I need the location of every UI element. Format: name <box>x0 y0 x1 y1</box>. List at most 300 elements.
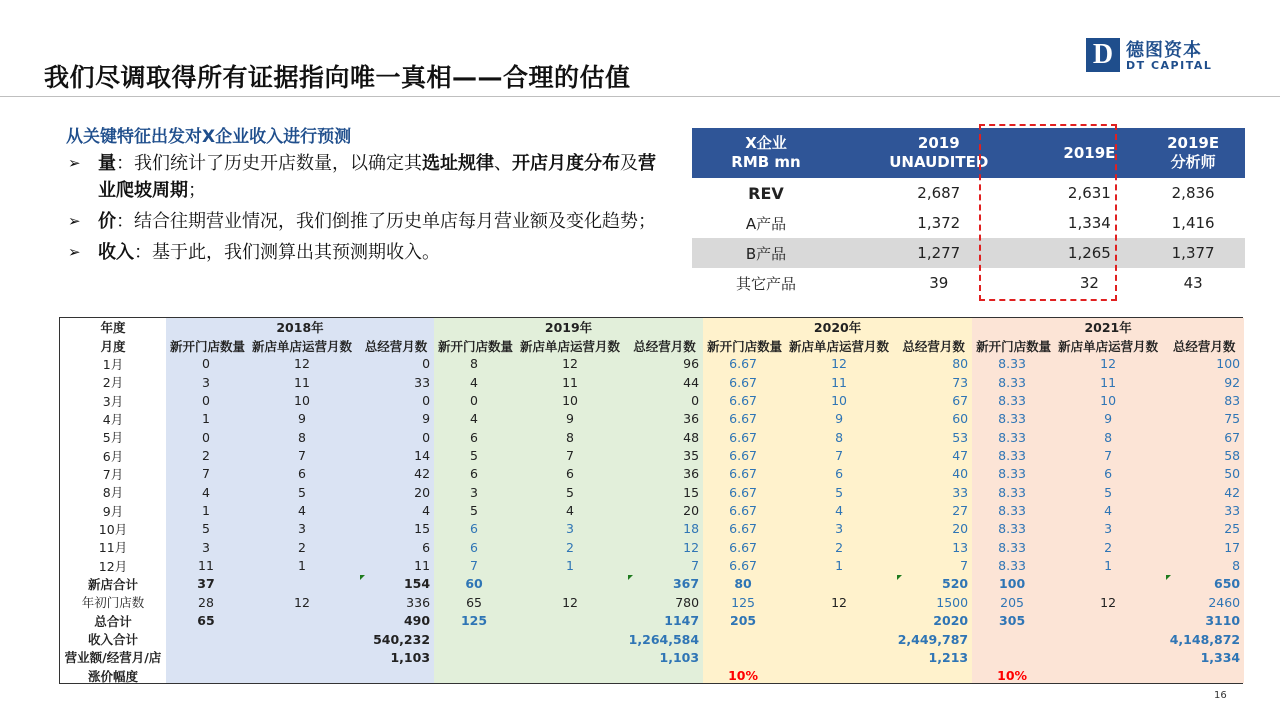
data-cell: 27 <box>952 503 969 519</box>
logo-english-name: DT CAPITAL <box>1126 59 1213 72</box>
month-label: 12月 <box>98 558 128 574</box>
summary-cell <box>166 667 246 685</box>
summary-cell: 520 <box>895 575 972 593</box>
data-cell: 8.33 <box>998 448 1027 464</box>
data-cell: 20 <box>683 503 700 519</box>
data-cell: 8 <box>835 429 844 445</box>
data-cell: 4 <box>202 484 210 500</box>
month-row <box>60 465 1244 483</box>
column-header: 总经营月数 <box>902 338 965 354</box>
page-title: 我们尽调取得所有证据指向唯一真相——合理的估值 <box>44 63 631 92</box>
summary-cell: 205 <box>1000 594 1025 610</box>
opening-stores-row <box>60 593 1244 611</box>
data-cell: 6.67 <box>729 411 757 427</box>
data-cell: 20 <box>952 521 969 537</box>
data-cell: 7 <box>298 448 306 464</box>
empty-cell <box>358 667 434 685</box>
summary-cell: 540,232 <box>373 631 431 647</box>
data-cell: 6 <box>470 521 478 537</box>
data-cell: 11 <box>198 558 214 574</box>
rev-cell: 2,836 <box>1171 184 1215 202</box>
data-cell: 3 <box>470 484 478 500</box>
summary-cell: 1,334 <box>1200 649 1241 665</box>
rev-row-label: A产品 <box>745 214 787 233</box>
data-cell: 1 <box>298 558 306 574</box>
data-cell: 12 <box>683 539 700 555</box>
summary-cell: 1,103 <box>659 649 700 665</box>
month-label: 月度 <box>100 338 126 354</box>
data-cell: 6.67 <box>729 521 757 537</box>
summary-cell: 60 <box>465 576 483 592</box>
data-cell: 6 <box>470 539 478 555</box>
rev-cell: 43 <box>1183 274 1203 292</box>
data-cell: 40 <box>952 466 969 482</box>
month-row <box>60 428 1244 446</box>
data-cell: 1 <box>202 411 210 427</box>
row-label: 涨价幅度 <box>87 668 138 684</box>
data-cell: 15 <box>683 484 700 500</box>
price-increase-row <box>60 667 1244 685</box>
month-label: 7月 <box>102 466 124 482</box>
bullet-volume <box>68 150 668 204</box>
data-cell: 4 <box>566 503 574 519</box>
bullet-emph: 营业爬坡周期 <box>98 153 656 201</box>
data-cell: 5 <box>470 448 478 464</box>
data-cell: 11 <box>831 374 848 390</box>
rev-row-b <box>692 238 1245 268</box>
data-cell: 1 <box>566 558 574 574</box>
data-cell: 6.67 <box>729 558 757 574</box>
empty-cell <box>514 630 626 648</box>
empty-cell <box>626 667 703 685</box>
logo-chinese-name: 德图资本 <box>1126 40 1202 61</box>
data-cell: 67 <box>952 393 969 409</box>
rev-cell: 1,277 <box>840 238 1038 268</box>
data-cell: 33 <box>952 484 969 500</box>
empty-cell <box>703 648 783 666</box>
summary-cell: 28 <box>198 594 214 610</box>
month-label: 3月 <box>102 393 124 409</box>
arrow-bullet-icon: ➢ <box>68 212 81 230</box>
month-row <box>60 556 1244 574</box>
data-cell: 6 <box>470 429 478 445</box>
data-cell: 6.67 <box>729 503 757 519</box>
data-cell: 58 <box>1224 448 1241 464</box>
data-cell: 100 <box>1216 356 1241 372</box>
data-cell: 20 <box>414 484 431 500</box>
rev-row-total <box>692 178 1245 208</box>
data-cell: 10 <box>562 393 578 409</box>
data-cell: 3 <box>1104 521 1113 537</box>
data-cell: 7 <box>1104 448 1113 464</box>
empty-cell <box>514 575 626 593</box>
column-header: 新开门店数量 <box>707 338 783 354</box>
data-cell: 44 <box>683 374 700 390</box>
logo-mark: D <box>1086 38 1120 72</box>
data-cell: 1 <box>202 503 210 519</box>
summary-cell: 1,213 <box>928 649 969 665</box>
summary-cell: 780 <box>675 594 700 610</box>
data-cell: 80 <box>952 356 969 372</box>
data-cell: 13 <box>952 539 969 555</box>
empty-cell <box>514 612 626 630</box>
data-cell: 5 <box>202 521 210 537</box>
summary-cell: 2460 <box>1208 594 1241 610</box>
column-header: 新店单店运营月数 <box>520 338 621 354</box>
data-cell: 4 <box>470 411 478 427</box>
data-cell: 2 <box>566 539 574 555</box>
bullet-emph: 选址规律 <box>422 153 494 174</box>
data-cell: 3 <box>202 539 210 555</box>
data-cell: 17 <box>1224 539 1241 555</box>
data-cell: 8.33 <box>998 411 1027 427</box>
data-cell: 3 <box>566 521 574 537</box>
data-cell: 10 <box>294 393 310 409</box>
empty-cell <box>1052 667 1164 685</box>
column-header: 总经营月数 <box>633 338 696 354</box>
highlight-2019e-box <box>979 124 1117 301</box>
summary-cell: 305 <box>999 613 1026 629</box>
summary-cell: 205 <box>730 613 757 629</box>
data-cell: 2 <box>202 448 210 464</box>
data-cell: 47 <box>952 448 969 464</box>
rev-row-label: B产品 <box>692 238 840 268</box>
data-cell: 14 <box>414 448 431 464</box>
summary-cell: 4,148,872 <box>1169 631 1241 647</box>
data-cell: 0 <box>470 393 478 409</box>
data-cell: 36 <box>683 411 700 427</box>
empty-cell <box>434 648 514 666</box>
data-cell: 8.33 <box>998 356 1027 372</box>
bullet-text: 及 <box>620 153 638 174</box>
year-header: 2018年 <box>276 320 324 336</box>
empty-cell <box>783 612 895 630</box>
month-label: 9月 <box>102 503 124 519</box>
summary-cell: 1500 <box>936 594 969 610</box>
rev-cell: 1,334 <box>1067 214 1111 232</box>
empty-cell <box>1052 630 1164 648</box>
data-cell: 35 <box>683 448 700 464</box>
bullet-price <box>68 208 668 235</box>
data-cell: 8.33 <box>998 466 1027 482</box>
summary-cell: 2020 <box>933 613 969 629</box>
data-cell: 10 <box>1100 393 1117 409</box>
empty-cell <box>783 648 895 666</box>
data-cell: 8 <box>298 429 306 445</box>
year-header: 2019年 <box>544 320 593 336</box>
data-cell: 8.33 <box>998 503 1027 519</box>
summary-cell: 65 <box>466 594 482 610</box>
data-cell: 36 <box>683 466 700 482</box>
summary-cell: 490 <box>403 613 431 629</box>
summary-cell: 80 <box>734 576 752 592</box>
data-cell: 7 <box>960 558 969 574</box>
data-cell: 12 <box>294 356 310 372</box>
rev-cell: 1,372 <box>917 214 961 232</box>
empty-cell <box>783 667 895 685</box>
data-cell: 2 <box>835 539 844 555</box>
store-revenue-model-table <box>59 317 1243 684</box>
month-row <box>60 373 1244 391</box>
data-cell: 6.67 <box>729 429 757 445</box>
column-header: 总经营月数 <box>1172 338 1236 354</box>
model-grid <box>60 318 1244 685</box>
summary-cell: 37 <box>197 576 215 592</box>
data-cell: 96 <box>683 356 700 372</box>
data-cell: 8.33 <box>998 484 1027 500</box>
data-cell: 1 <box>1104 558 1113 574</box>
empty-cell <box>514 667 626 685</box>
data-cell: 2 <box>298 539 306 555</box>
rev-cell: 1,416 <box>1171 214 1215 232</box>
month-row <box>60 410 1244 428</box>
empty-cell <box>1164 667 1244 685</box>
data-cell: 42 <box>1224 484 1241 500</box>
data-cell: 6.67 <box>729 539 757 555</box>
month-row <box>60 520 1244 538</box>
empty-cell <box>246 648 358 666</box>
rev-cell: 1,377 <box>1141 238 1245 268</box>
data-cell: 8.33 <box>998 558 1027 574</box>
data-cell: 6.67 <box>729 374 757 390</box>
bullet-text: ：基于此，我们测算出其预测期收入。 <box>134 242 440 263</box>
summary-cell: 336 <box>406 594 431 610</box>
rev-row-label: REV <box>748 183 784 203</box>
title-divider <box>0 96 1280 97</box>
data-cell: 6 <box>298 466 306 482</box>
data-cell: 75 <box>1224 411 1241 427</box>
data-cell: 6.67 <box>729 466 757 482</box>
data-cell: 5 <box>470 503 478 519</box>
month-label: 8月 <box>102 485 124 501</box>
data-cell: 6 <box>422 539 431 555</box>
data-cell: 0 <box>422 429 431 445</box>
data-cell: 6 <box>1104 466 1113 482</box>
data-cell: 8.33 <box>998 393 1027 409</box>
month-label: 2月 <box>102 375 124 391</box>
empty-cell <box>434 630 514 648</box>
column-header: 总经营月数 <box>364 338 428 354</box>
month-row <box>60 538 1244 556</box>
data-cell: 9 <box>566 411 574 427</box>
data-cell: 10 <box>831 393 848 409</box>
row-label: 总合计 <box>94 613 132 629</box>
rev-row-label: 其它产品 <box>735 274 796 293</box>
data-cell: 2 <box>1104 539 1113 555</box>
rev-cell: 1,265 <box>1038 238 1142 268</box>
year-header-row <box>60 318 1244 336</box>
month-label: 5月 <box>102 430 124 446</box>
bullet-key: 收入 <box>98 242 134 263</box>
data-cell: 7 <box>835 448 844 464</box>
month-label: 11月 <box>98 540 128 556</box>
summary-cell: 367 <box>626 575 703 593</box>
rev-header-2019e-analyst: 2019E 分析师 <box>1141 128 1245 178</box>
summary-cell: 125 <box>731 594 755 610</box>
data-cell: 83 <box>1224 393 1241 409</box>
data-cell: 0 <box>202 356 210 372</box>
data-cell: 33 <box>414 374 431 390</box>
empty-cell <box>246 575 358 593</box>
data-cell: 0 <box>202 429 210 445</box>
month-row <box>60 391 1244 409</box>
data-cell: 7 <box>566 448 574 464</box>
data-cell: 12 <box>1100 356 1117 372</box>
summary-cell: 650 <box>1164 575 1244 593</box>
empty-cell <box>703 630 783 648</box>
data-cell: 11 <box>1100 374 1117 390</box>
data-cell: 9 <box>422 411 431 427</box>
bullet-key: 价 <box>98 211 116 232</box>
empty-cell <box>166 648 246 666</box>
section-subtitle: 从关键特征出发对X企业收入进行预测 <box>66 127 352 147</box>
row-label: 年初门店数 <box>81 595 145 611</box>
summary-cell: 12 <box>562 594 578 610</box>
column-header: 新店单店运营月数 <box>251 338 352 354</box>
rev-header-company: X企业 RMB mn <box>692 128 840 178</box>
data-cell: 6.67 <box>729 484 757 500</box>
empty-cell <box>246 667 358 685</box>
data-cell: 11 <box>294 374 310 390</box>
year-header: 2021年 <box>1084 320 1132 336</box>
data-cell: 4 <box>298 503 306 519</box>
summary-cell: 125 <box>460 613 488 629</box>
summary-cell <box>434 667 514 685</box>
rev-cell: 2,687 <box>917 184 961 202</box>
data-cell: 12 <box>831 356 848 372</box>
data-cell: 60 <box>952 411 969 427</box>
bullet-text: ； <box>188 180 206 201</box>
bullet-text: ：我们统计了历史开店数量，以确定其 <box>116 153 422 174</box>
empty-cell <box>783 575 895 593</box>
column-header: 新店单店运营月数 <box>789 338 890 354</box>
empty-cell <box>972 630 1052 648</box>
data-cell: 6 <box>835 466 844 482</box>
month-row <box>60 501 1244 519</box>
data-cell: 0 <box>691 393 700 409</box>
column-header-row <box>60 336 1244 354</box>
month-label: 1月 <box>102 356 124 372</box>
summary-cell: 12 <box>294 594 310 610</box>
bullet-text: ：结合往期营业情况，我们倒推了历史单店每月营业额及变化趋势； <box>116 211 656 232</box>
data-cell: 9 <box>1104 411 1113 427</box>
summary-cell: 1,264,584 <box>628 631 700 647</box>
data-cell: 42 <box>414 466 431 482</box>
month-row <box>60 446 1244 464</box>
data-cell: 6 <box>566 466 574 482</box>
arrow-bullet-icon: ➢ <box>68 243 81 261</box>
data-cell: 1 <box>835 558 844 574</box>
month-label: 4月 <box>102 411 124 427</box>
column-header: 新店单店运营月数 <box>1058 338 1159 354</box>
data-cell: 4 <box>1104 503 1113 519</box>
data-cell: 4 <box>835 503 844 519</box>
empty-cell <box>246 630 358 648</box>
data-cell: 8.33 <box>998 521 1027 537</box>
data-cell: 25 <box>1224 521 1241 537</box>
rev-cell: 39 <box>929 274 949 292</box>
month-label: 6月 <box>102 448 124 464</box>
column-header: 新开门店数量 <box>438 338 514 354</box>
summary-cell: 154 <box>358 575 434 593</box>
data-cell: 7 <box>202 466 210 482</box>
data-cell: 53 <box>952 429 969 445</box>
rev-header-2019e: 2019E <box>1038 128 1142 178</box>
company-logo <box>1086 38 1226 74</box>
data-cell: 18 <box>683 521 700 537</box>
new-store-total-row <box>60 575 1244 593</box>
data-cell: 7 <box>691 558 700 574</box>
summary-cell: 100 <box>999 576 1026 592</box>
data-cell: 8 <box>1232 558 1241 574</box>
data-cell: 92 <box>1224 374 1241 390</box>
data-cell: 8.33 <box>998 429 1027 445</box>
data-cell: 0 <box>202 393 210 409</box>
empty-cell <box>783 630 895 648</box>
year-header: 2020年 <box>813 320 862 336</box>
summary-cell: 12 <box>831 594 848 610</box>
rev-cell: 2,631 <box>1067 184 1111 202</box>
summary-cell: 10% <box>728 668 759 684</box>
empty-cell <box>166 630 246 648</box>
data-cell: 15 <box>414 521 431 537</box>
summary-cell: 1,103 <box>390 649 431 665</box>
bullet-key: 量 <box>98 153 116 174</box>
empty-cell <box>895 667 972 685</box>
row-label: 营业额/经营月/店 <box>64 650 162 666</box>
data-cell: 5 <box>1104 484 1113 500</box>
data-cell: 50 <box>1224 466 1241 482</box>
arrow-bullet-icon: ➢ <box>68 154 81 172</box>
page-number: 16 <box>1214 690 1227 701</box>
empty-cell <box>514 648 626 666</box>
data-cell: 4 <box>470 374 478 390</box>
empty-cell <box>246 612 358 630</box>
revenue-comparison-table <box>692 128 1245 298</box>
column-header: 新开门店数量 <box>976 338 1052 354</box>
summary-cell: 2,449,787 <box>897 631 969 647</box>
data-cell: 67 <box>1224 429 1241 445</box>
empty-cell <box>972 648 1052 666</box>
revenue-total-row <box>60 630 1244 648</box>
data-cell: 12 <box>562 356 578 372</box>
rev-row-other <box>692 268 1245 298</box>
data-cell: 0 <box>422 356 431 372</box>
year-label: 年度 <box>100 320 126 336</box>
data-cell: 5 <box>835 484 844 500</box>
data-cell: 73 <box>952 374 969 390</box>
data-cell: 6.67 <box>729 448 757 464</box>
empty-cell <box>1052 575 1164 593</box>
data-cell: 33 <box>1224 503 1241 519</box>
data-cell: 11 <box>414 558 431 574</box>
bullet-revenue <box>68 239 668 266</box>
summary-cell: 1147 <box>664 613 700 629</box>
empty-cell <box>1052 648 1164 666</box>
grand-total-row <box>60 612 1244 630</box>
empty-cell <box>1052 612 1164 630</box>
summary-cell: 10% <box>997 668 1028 684</box>
data-cell: 8 <box>470 356 478 372</box>
month-label: 10月 <box>98 521 128 537</box>
data-cell: 48 <box>683 429 700 445</box>
rev-row-a <box>692 208 1245 238</box>
data-cell: 5 <box>298 484 306 500</box>
bullet-text: 、 <box>494 153 512 174</box>
data-cell: 3 <box>298 521 306 537</box>
rev-cell: 32 <box>1079 274 1099 292</box>
summary-cell: 3110 <box>1205 613 1241 629</box>
